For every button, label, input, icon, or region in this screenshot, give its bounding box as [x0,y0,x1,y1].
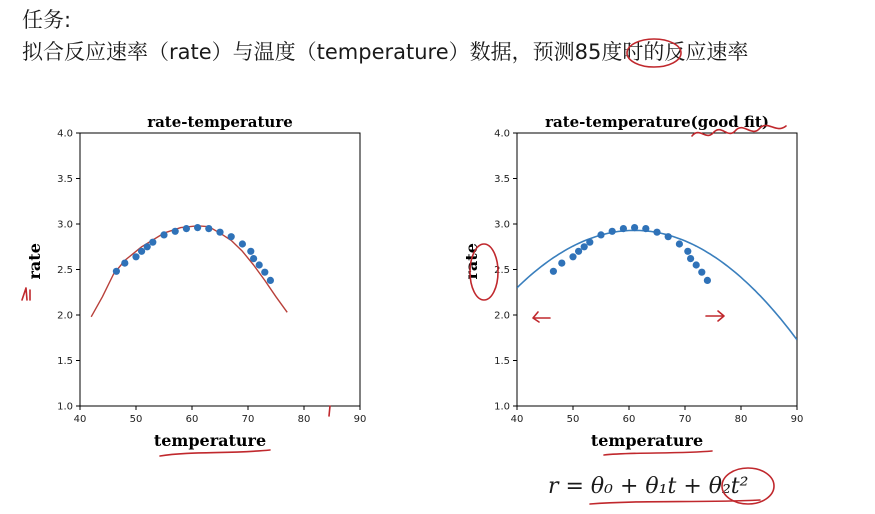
x-axis-label: temperature [153,431,267,450]
data-point [149,239,156,246]
task-description: 拟合反应速率（rate）与温度（temperature）数据，预测85度时的反应速率 [22,40,749,64]
data-point [693,261,700,268]
data-point [113,268,120,275]
fit-curve-hand-drawn [91,226,287,317]
y-tick-label: 1.5 [57,356,73,367]
data-point [676,240,683,247]
y-tick-label: 1.0 [494,401,510,413]
y-tick-label: 2.0 [494,310,510,322]
y-tick-label: 3.5 [57,174,73,185]
data-point [620,225,627,232]
data-point [597,231,604,238]
data-point [247,248,254,255]
data-point [267,277,274,284]
fit-curve-quadratic [517,230,797,339]
data-point [194,224,201,231]
data-point [665,233,672,240]
data-point [144,243,151,250]
y-tick-label: 2.0 [57,310,73,322]
data-point [256,261,263,268]
data-point [631,224,638,231]
data-point [183,225,190,232]
data-point [205,225,212,232]
chart-title: rate-temperature(good fit) [545,113,769,131]
data-point [569,253,576,260]
annotation-underline-formula [590,500,760,504]
data-point [642,225,649,232]
chart-left [0,100,420,470]
x-tick-label: 90 [790,414,804,425]
plot-frame [80,133,360,406]
data-point [138,248,145,255]
data-point [261,269,268,276]
data-point [160,231,167,238]
data-point [687,255,694,262]
x-tick-label: 40 [510,414,524,425]
data-point [581,243,588,250]
chart-title: rate-temperature [147,113,293,131]
y-tick-label: 1.5 [494,356,510,367]
data-point [558,260,565,267]
y-axis-label: rate [462,243,481,280]
data-point [216,229,223,236]
chart-right [462,100,875,470]
data-point [586,239,593,246]
x-tick-label: 70 [678,414,692,425]
y-tick-label: 3.0 [57,219,73,231]
x-axis-label: temperature [590,431,704,450]
y-tick-label: 3.5 [494,174,510,185]
x-tick-label: 70 [241,414,255,425]
x-tick-label: 80 [297,414,311,425]
task-heading: 任务: [22,8,72,32]
data-point [704,277,711,284]
x-tick-label: 50 [566,414,580,425]
y-axis-label: rate [25,243,44,280]
y-tick-label: 1.0 [57,401,73,413]
y-tick-label: 4.0 [57,128,73,140]
x-tick-label: 80 [734,414,748,425]
y-tick-label: 2.5 [57,265,73,276]
y-tick-label: 3.0 [494,219,510,231]
data-point [250,255,257,262]
x-tick-label: 50 [129,414,143,425]
data-point [575,248,582,255]
data-point [653,229,660,236]
data-point [609,228,616,235]
y-tick-label: 2.5 [494,265,510,276]
data-point [228,233,235,240]
x-tick-label: 40 [73,414,87,425]
data-point [239,240,246,247]
data-point [684,248,691,255]
data-point [172,228,179,235]
data-point [698,269,705,276]
data-point [132,253,139,260]
plot-frame [517,133,797,406]
data-point [121,260,128,267]
y-tick-label: 4.0 [494,128,510,140]
x-tick-label: 60 [622,414,636,425]
quadratic-formula: r = θ₀ + θ₁t + θ₂t² [548,474,749,499]
x-tick-label: 90 [353,414,367,425]
x-tick-label: 60 [185,414,199,425]
data-point [550,268,557,275]
